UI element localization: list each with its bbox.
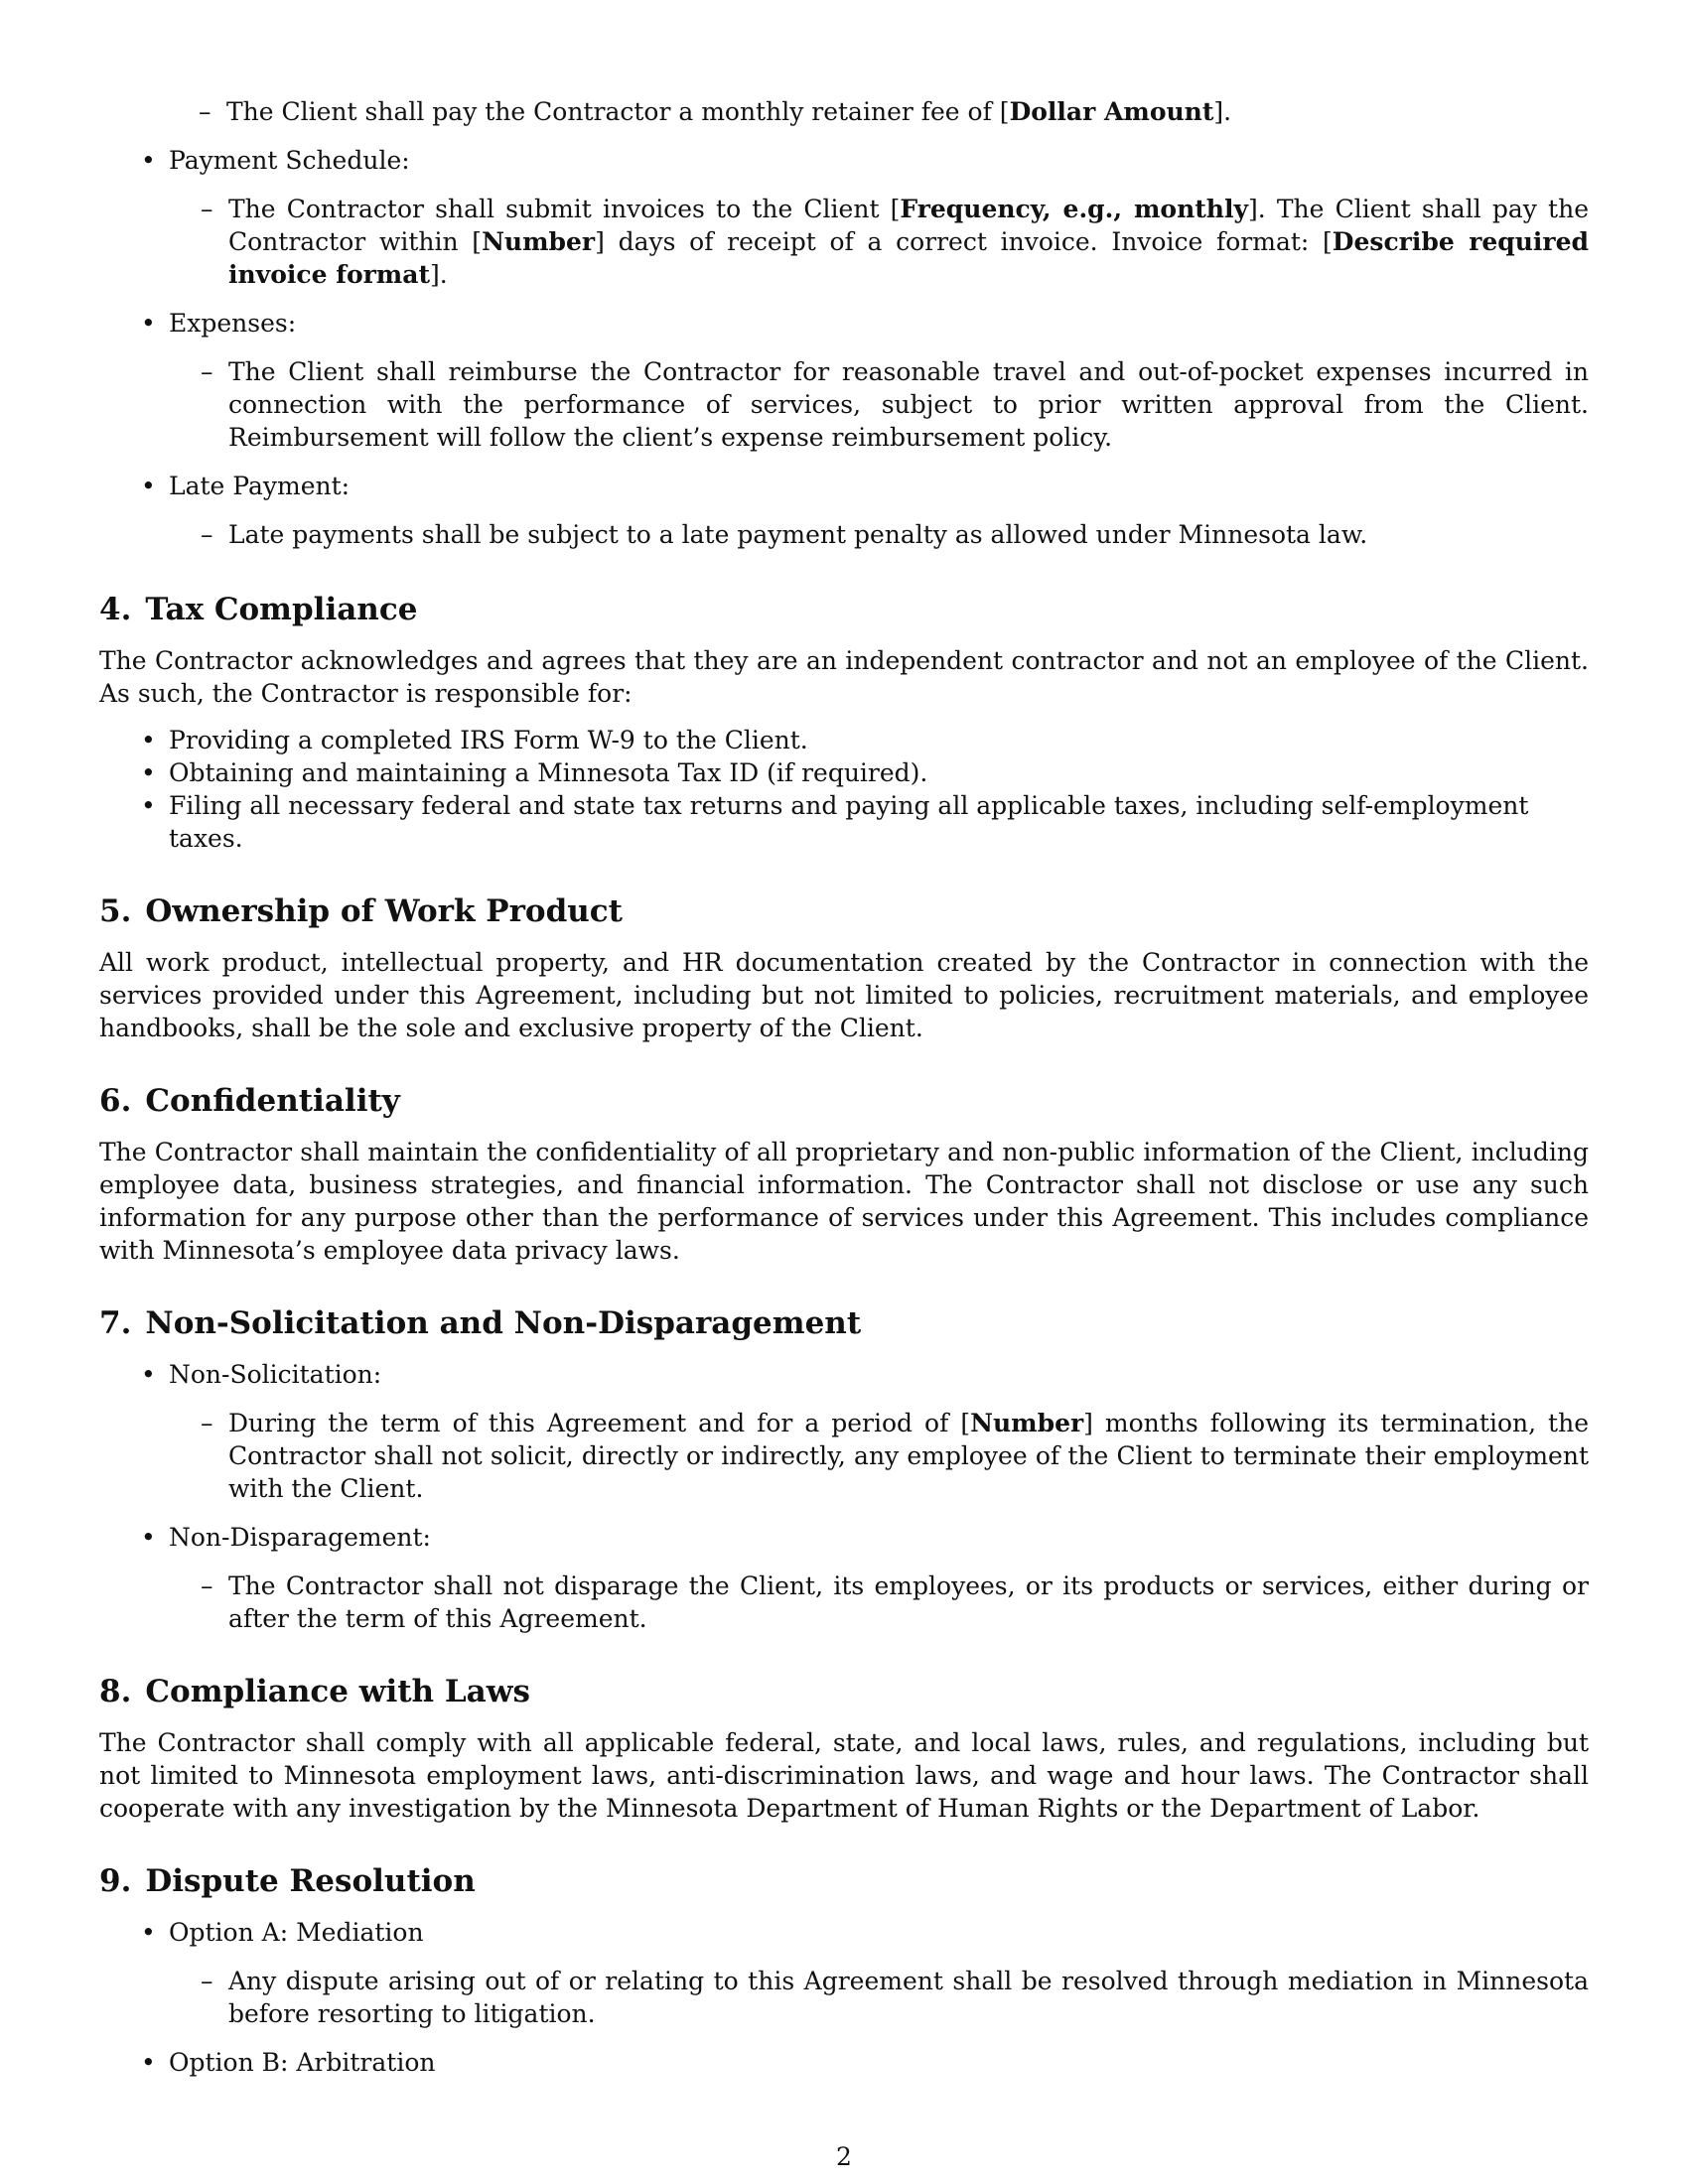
dash-bullet: – [199, 97, 211, 126]
tax-responsibilities-list [99, 724, 1589, 855]
non-solicitation-label: Non-Solicitation: [169, 1360, 382, 1389]
expenses-text: – The Client shall reimburse the Contractor for reasonable travel and out-of-pocket expenses incurred in connection with the performance of services, subject to prior written approval from the Client. Reimbursement will follow the client’s expense reimbursement policy. [201, 357, 1589, 452]
placeholder-number: Number [970, 1409, 1084, 1437]
section-compliance-laws [99, 1673, 1589, 1825]
placeholder-frequency: Frequency, e.g., monthly [900, 195, 1249, 223]
page-number: 2 [836, 2142, 852, 2171]
non-solicitation-item: • Non-Solicitation: – During the term of this Agreement and for a period of [Number] months following its termination, the Contractor shall not solicit, directly or indirectly, any employee of the Client to terminate their employment with the Client. [141, 1360, 1590, 1503]
section-heading: 9. Dispute Resolution [99, 1863, 476, 1899]
list-item: • Obtaining and maintaining a Minnesota Tax ID (if required). [141, 758, 928, 787]
section-heading: 4. Tax Compliance [99, 592, 418, 627]
section-tax-compliance [99, 591, 1589, 855]
placeholder-number: Number [482, 227, 596, 256]
section-heading: 8. Compliance with Laws [99, 1674, 530, 1709]
placeholder-dollar-amount: Dollar Amount [1009, 97, 1214, 126]
expenses-item [141, 307, 1589, 454]
section-ownership [99, 892, 1589, 1044]
option-a-item: • Option A: Mediation – Any dispute arising out of or relating to this Agreement shall be resolved through mediation in Minnesota before resorting to litigation. [141, 1918, 1589, 2028]
bullet: • [141, 472, 156, 500]
section-paragraph: The Contractor acknowledges and agrees that they are an independent contractor and not an employee of the Client. As such, the Contractor is responsible for: [99, 646, 1589, 708]
list-item: • Providing a completed IRS Form W-9 to the Client. [141, 726, 808, 754]
non-solicitation-text: – During the term of this Agreement and for a period of [Number] months following its termination, the Contractor shall not solicit, directly or indirectly, any employee of the Client to terminate their employment with the Client. [201, 1409, 1590, 1503]
section-heading: 6. Confidentiality [99, 1083, 400, 1119]
retainer-item: – The Client shall pay the Contractor a monthly retainer fee of [Dollar Amount]. [199, 97, 1232, 126]
payment-schedule-text: – The Contractor shall submit invoices to the Client [Frequency, e.g., monthly]. The Client shall pay the Contractor within [Number] days of receipt of a correct invoice. Invoice format: [Describe required invoice format]. [201, 195, 1589, 289]
dispute-options-list [99, 1916, 1589, 2079]
section-confidentiality [99, 1082, 1589, 1267]
late-payment-item [141, 470, 1589, 551]
section-paragraph: All work product, intellectual property, and HR documentation created by the Contractor in connection with the services provided under this Agreement, including but not limited to policies, recruitment materials, and employee handbooks, shall be the sole and exclusive property of the Client. [99, 948, 1589, 1042]
non-disparagement-label: Non-Disparagement: [169, 1523, 431, 1552]
list-item: • Filing all necessary federal and state tax returns and paying all applicable taxes, including self-employment taxes. [141, 791, 1529, 853]
retainer-list [99, 95, 1589, 128]
non-disparagement-item: • Non-Disparagement: – The Contractor shall not disparage the Client, its employees, or its products or services, either during or after the term of this Agreement. [141, 1523, 1589, 1633]
option-b-item: • Option B: Arbitration [141, 2048, 436, 2077]
late-payment-text: – Late payments shall be subject to a late payment penalty as allowed under Minnesota law. [201, 520, 1368, 549]
late-payment-label: Late Payment: [169, 472, 351, 500]
option-b-label: Option B: Arbitration [169, 2048, 436, 2077]
non-disparagement-text: – The Contractor shall not disparage the Client, its employees, or its products or services, either during or after the term of this Agreement. [201, 1571, 1589, 1633]
option-a-text: – Any dispute arising out of or relating to this Agreement shall be resolved through mediation in Minnesota before resorting to litigation. [201, 1967, 1589, 2028]
section-dispute-resolution [99, 1862, 1589, 2079]
document-page [99, 95, 1589, 2116]
payment-terms-list [99, 144, 1589, 551]
payment-schedule-item [141, 144, 1589, 291]
option-a-label: Option A: Mediation [169, 1918, 424, 1947]
section-heading: 5. Ownership of Work Product [99, 893, 623, 929]
section-paragraph: The Contractor shall comply with all applicable federal, state, and local laws, rules, and regulations, including but not limited to Minnesota employment laws, anti-discrimination laws, and wage and hour laws. The Contractor shall cooperate with any investigation by the Minnesota Department of Human Rights or the Department of Labor. [99, 1728, 1589, 1823]
placeholder-invoice-format: Describe required invoice format [228, 227, 1589, 289]
expenses-label: Expenses: [169, 309, 297, 338]
bullet: • [141, 146, 156, 175]
payment-schedule-label: Payment Schedule: [169, 146, 410, 175]
section-paragraph: The Contractor shall maintain the confidentiality of all proprietary and non-public information of the Client, including employee data, business strategies, and financial information. The Contractor shall not disclose or use any such information for any purpose other than the performance of services under this Agreement. This includes compliance with Minnesota’s employee data privacy laws. [99, 1138, 1589, 1265]
bullet: • [141, 309, 156, 338]
section-payment-continued [99, 95, 1589, 551]
non-solicitation-list [99, 1358, 1589, 1635]
section-non-solicitation [99, 1304, 1589, 1635]
section-heading: 7. Non-Solicitation and Non-Disparagement [99, 1305, 862, 1341]
